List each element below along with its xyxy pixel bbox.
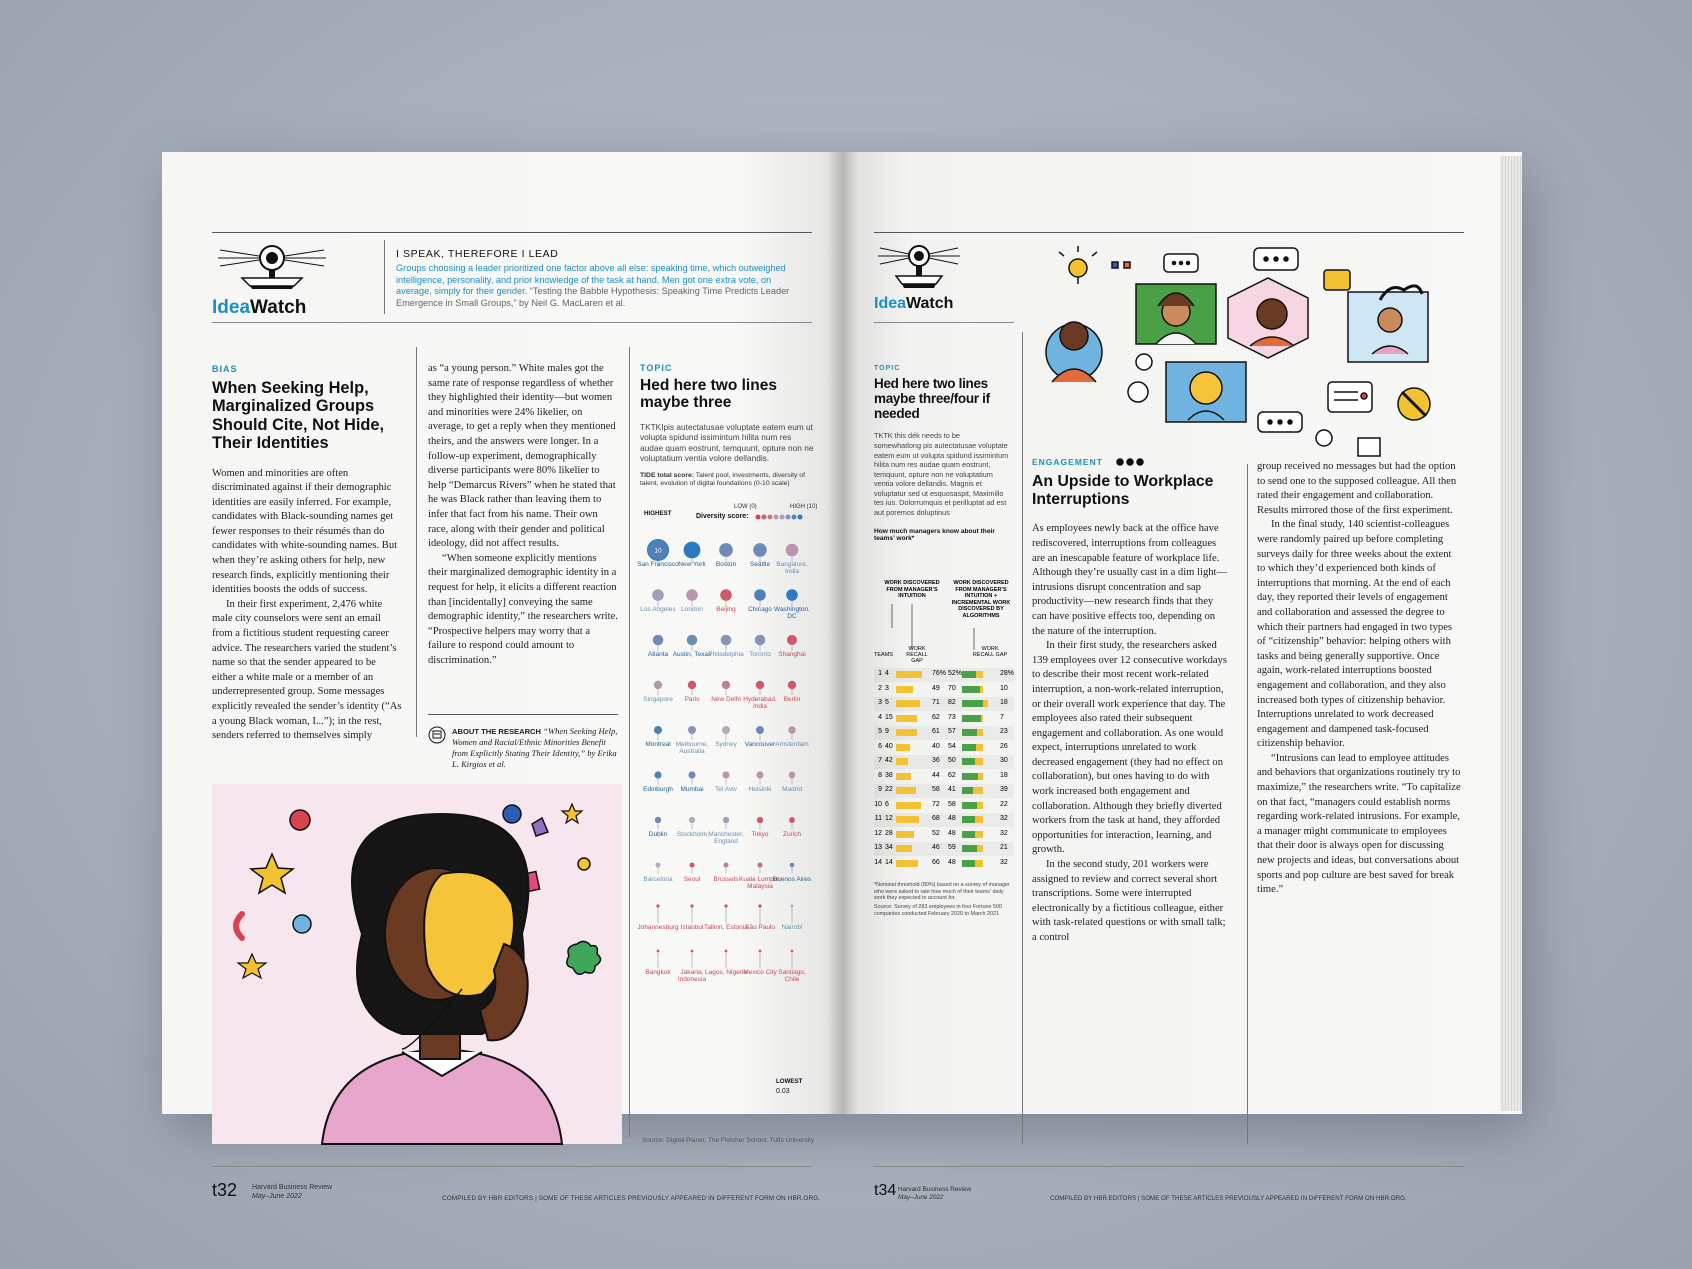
pct-b: 58 <box>948 800 956 808</box>
pct-b: 50 <box>948 757 956 764</box>
team-count: 6 <box>885 800 889 808</box>
city-label: Kuala Lumpur, Malaysia <box>739 876 781 890</box>
team-number: 14 <box>874 858 882 866</box>
bias-paragraph: In their first experiment, 2,476 white male city counselors were sent an email from a fictitious student requesting career advice. The researchers varied the student’s name so that the sender appeared to be either a white male or a member of an underrepresented group. Some messages explicitly revealed the sender’s identity (“As a young Black woman, I...”); in the rest, senders referred to themselves simply <box>212 598 402 742</box>
gap-b: 7 <box>1000 713 1004 721</box>
pct-a: 68 <box>932 815 940 822</box>
table-footnote: *Nominal threshold (80%) based on a survey of manager who were asked to rate how much of their teams’ daily work they expected to account for. <box>874 882 1010 902</box>
pct-b: 48 <box>948 829 956 837</box>
city-label: Tokyo <box>751 831 769 838</box>
bar-b <box>962 860 975 867</box>
engagement-article-col1 <box>1032 457 1228 946</box>
header-block <box>396 248 796 309</box>
bar-a <box>896 831 914 838</box>
bar-b-gap <box>981 715 983 722</box>
bar-a <box>896 816 919 823</box>
about-label: ABOUT THE RESEARCH <box>452 727 542 736</box>
engagement-paragraph: “Intrusions can lead to employee attitudes and behaviors that organizations routinely try to maximize,” the researchers write. “To capitalize on that fact, “managers could establish norms regarding work-related intrusions. For example, a manager might communicate to employees that their door is always open for discussing new projects and ideas, but conversations about sports and pop culture are best saved for break time.” <box>1257 752 1461 896</box>
bar-a <box>896 860 918 867</box>
table-row <box>874 857 1014 871</box>
city-label: Beijing <box>716 606 736 613</box>
pct-a: 46 <box>932 844 940 851</box>
bar-a <box>896 700 920 707</box>
table-row <box>874 712 1014 726</box>
chart-title: Talent pool, investments, diversity of talent, evolution of digital foundations (0-10 scale) <box>640 471 805 488</box>
pct-a: 72 <box>932 800 940 808</box>
bias-paragraph: as “a young person.” White males got the same rate of response regardless of whether they highlighted their identity—but women and minorities were 24% likelier, on average, to get a reply when they mentioned theirs, and the answers were longer. In a follow-up experiment, demographically diverse participants were 80% likelier to help “Demarcus Rivers” when he stated that he was Black rather than leaving them to infer that fact from his name. Their own race, along with their gender and political ideology, did not affect results. <box>428 363 616 550</box>
gap-b: 26 <box>1000 742 1008 750</box>
chart-source: Source: Digital Planet, The Fletcher School, Tufts University <box>642 1137 815 1144</box>
bar-b <box>962 686 980 693</box>
gap-b: 39 <box>1000 786 1008 793</box>
bar-b-gap <box>975 758 983 765</box>
table-row <box>874 741 1014 755</box>
bar-b <box>962 802 977 809</box>
lowest-value: 0.03 <box>776 1088 790 1095</box>
pct-a: 36 <box>932 757 940 764</box>
city-label: Santiago, Chile <box>778 969 806 983</box>
engagement-article-col2 <box>1257 460 1462 898</box>
woman-with-mask-illustration <box>212 784 622 1144</box>
col-a-head: WORK DISCOVERED FROM MANAGER’S INTUITION <box>884 580 940 599</box>
city-labels <box>637 504 820 1134</box>
topic-dek: TKTKIpis autectatusae voluptate eatem eum ut volupta spidund issimintum hilita num res audae quam eostrunt, temquunt, opture non ne voluptatium ventia volore dellandis. <box>640 421 814 464</box>
topic-kicker: TOPIC <box>874 365 901 372</box>
city-label: New York <box>678 561 706 568</box>
team-count: 34 <box>885 844 893 851</box>
engagement-paragraph: In their first study, the researchers asked 139 employees over 12 consecutive workdays to describe their most recent work-related interruption, a non-work-related interruption, or their overall work experience that day. The employees also rated their subsequent engagement and collaboration. As one would expect, interruptions unrelated to work decreased engagement (they had no effect on collaboration), but ones having to do with work increased both engagement and collaboration. Although they briefly diverted workers from the task at hand, they afforded opportunities for interaction, learning, and growth. <box>1032 640 1228 856</box>
recall-table <box>874 580 1014 1020</box>
logo-watch: Watch <box>250 297 307 318</box>
city-label: Shanghai <box>778 651 806 658</box>
city-label: Bangkok <box>645 969 671 976</box>
team-count: 9 <box>885 728 889 735</box>
megaphone-stage-icon <box>874 244 964 290</box>
topic-block <box>640 363 815 489</box>
header-bottom-rule <box>212 322 812 323</box>
gap-b: 21 <box>1000 844 1008 851</box>
bar-b <box>962 729 977 736</box>
city-label: Seattle <box>749 561 771 568</box>
issue-date: May–June 2022 <box>898 1194 944 1201</box>
city-label: Madrid <box>782 786 802 793</box>
bar-a <box>896 671 922 678</box>
pct-b: 73 <box>948 713 956 721</box>
bar-b-gap <box>978 773 983 780</box>
bar-b <box>962 700 983 707</box>
document-icon <box>428 726 446 744</box>
bias-paragraph: Women and minorities are often discriminated against if their demographic identities are easily inferred. For example, candidates with Black-sounding names get fewer responses to their résumés than do candidates with white-sounding names. But when they’re asking others for help, new research finds, explicitly mentioning their identities boosts the odds of success. <box>212 467 398 596</box>
city-label: Stockholm <box>676 831 708 838</box>
bar-a <box>896 758 908 765</box>
city-label: Mexico City <box>743 969 777 976</box>
team-count: 12 <box>885 815 893 822</box>
ideawatch-logo <box>874 244 974 313</box>
pct-b: 59 <box>948 844 956 851</box>
team-number: 6 <box>878 742 882 750</box>
pct-a: 76% <box>932 670 947 677</box>
bias-headline: When Seeking Help, Marginalized Groups Should Cite, Not Hide, Their Identities <box>212 379 385 453</box>
footer-rule <box>212 1166 812 1167</box>
pct-a: 44 <box>932 771 940 779</box>
team-number: 7 <box>878 757 882 764</box>
magazine-name: Harvard Business Review <box>252 1184 333 1191</box>
header-citation: “Testing the Babble Hypothesis: Speaking Time Predicts Leader Emergence in Small Groups,” by Neil G. MacLaren et al. <box>396 286 790 308</box>
bar-b <box>962 773 978 780</box>
pct-b: 62 <box>948 771 956 779</box>
city-label: Toronto <box>749 651 771 658</box>
header-divider <box>384 240 385 314</box>
city-label: Boston <box>715 561 737 568</box>
team-count: 14 <box>885 858 893 866</box>
table-row <box>874 683 1014 697</box>
pct-b: 48 <box>948 858 956 866</box>
bar-b-gap <box>983 700 988 707</box>
right-page <box>842 152 1522 1202</box>
city-label: Berlin <box>783 696 801 703</box>
pct-b: 70 <box>948 684 956 692</box>
page-number: t34 <box>874 1182 897 1199</box>
bar-a <box>896 845 912 852</box>
col-divider <box>629 347 630 1137</box>
logo-watch: Watch <box>906 295 954 312</box>
city-label: Istanbul <box>680 924 704 931</box>
engagement-paragraph: group received no messages but had the option to send one to the supposed colleague. All then rated their engagement and collaboration. Results mirrored those of the first experiment. <box>1257 461 1457 516</box>
city-label: Los Angeles <box>640 606 676 613</box>
city-label: Nairobi <box>781 924 803 931</box>
team-number: 9 <box>878 786 882 793</box>
bar-a <box>896 744 910 751</box>
tide-chart <box>637 504 820 1134</box>
team-number: 1 <box>878 670 882 677</box>
bias-article-col1 <box>212 364 402 744</box>
team-number: 4 <box>878 713 882 721</box>
team-number: 3 <box>878 699 882 706</box>
table-title: How much managers know about their teams’ work* <box>874 527 995 542</box>
bar-b <box>962 671 976 678</box>
team-count: 28 <box>885 829 893 837</box>
teams-label: TEAMS <box>874 652 893 658</box>
engagement-paragraph: In the final study, 140 scientist-colleagues were randomly paired up before completing surveys daily for three weeks about the extent to which they’d experienced both kinds of interruptions that morning. At the end of each day, they reported their levels of engagement and collaboration and assessed the degree to which their partners had engaged in two types of “citizenship” behavior: helping others with tasks and being generally supportive. Once again, work-related interruptions boosted engagement and collaboration, and they also increased both types of citizenship behavior. Interruptions unrelated to work decreased engagement and dampened task-focused citizenship behavior. <box>1257 519 1453 750</box>
bar-b-gap <box>975 860 983 867</box>
gap-b: 18 <box>1000 771 1008 779</box>
pct-a: 66 <box>932 858 940 866</box>
city-label: Tel Aviv <box>715 786 737 793</box>
bar-b-gap <box>980 686 983 693</box>
team-count: 38 <box>885 771 893 779</box>
magazine-name: Harvard Business Review <box>898 1186 972 1193</box>
header-bottom-rule <box>874 322 1014 323</box>
city-label: Helsinki <box>748 786 772 793</box>
bar-a <box>896 686 913 693</box>
city-label: Philadelphia <box>708 651 744 658</box>
city-label: Austin, Texas <box>672 651 712 658</box>
pct-b: 57 <box>948 728 956 735</box>
table-row <box>874 755 1014 769</box>
chart-title-bold: TIDE total score: <box>640 471 695 479</box>
city-label: Hyderabad, India <box>743 696 777 710</box>
table-connectors <box>874 580 1014 670</box>
about-text: “When Seeking Help, Women and Racial/Ethnic Minorities Benefit from Explicitly Stating Their Identity,” by Erika L. Kirgios et al. <box>452 726 618 769</box>
team-number: 8 <box>878 771 882 779</box>
high-label: HIGH (10) <box>790 504 818 510</box>
city-label: Melbourne, Australia <box>675 741 709 755</box>
team-count: 40 <box>885 742 893 750</box>
bar-b <box>962 816 975 823</box>
col-divider <box>1022 332 1023 1144</box>
city-label: Paris <box>684 696 700 703</box>
engagement-paragraph: As employees newly back at the office have rediscovered, interruptions from colleagues are an inescapable feature of workplace life. Although they’re usually cast in a dim light—intrusions disrupt concentration and sap productivity—new research finds that they can have positive effects too, depending on the nature of the interruption. <box>1032 523 1228 637</box>
bias-paragraph: “When someone explicitly mentions their marginalized demographic identity in a request for help, it elicits a different reaction than [incidentally] conveying the same demographic identity,” the researchers write. “Prospective helpers may worry that a failure to respond could amount to discrimination.” <box>428 552 618 666</box>
city-label: Barcelona <box>643 876 673 883</box>
gap-b: 32 <box>1000 815 1008 822</box>
gap-b: 28% <box>1000 670 1015 677</box>
table-row <box>874 813 1014 827</box>
gap-b: 22 <box>1000 800 1008 808</box>
team-number: 5 <box>878 728 882 735</box>
table-row <box>874 784 1014 798</box>
bar-b <box>962 758 975 765</box>
bar-b <box>962 715 981 722</box>
topic-headline: Hed here two lines maybe three/four if needed <box>874 376 990 422</box>
ideawatch-logo <box>212 244 342 318</box>
page-edges <box>1500 156 1522 1111</box>
pct-a: 61 <box>932 728 940 735</box>
city-label: Seoul <box>683 876 701 883</box>
team-number: 13 <box>874 844 882 851</box>
city-label: Jakarta, Indonesia <box>677 969 707 983</box>
top-value-label: 10 <box>654 547 662 555</box>
page-number: t32 <box>212 1180 238 1200</box>
team-count: 22 <box>885 786 893 793</box>
gap-b: 32 <box>1000 829 1008 837</box>
city-label: Atlanta <box>647 651 669 658</box>
team-count: 4 <box>885 670 889 677</box>
engagement-kicker: ENGAGEMENT <box>1032 457 1103 467</box>
city-label: San Francisco <box>637 561 679 568</box>
megaphone-stage-icon <box>212 244 332 290</box>
compiled-note: COMPILED BY HBR EDITORS | SOME OF THESE ARTICLES PREVIOUSLY APPEARED IN DIFFERENT FORM ON HBR.ORG. <box>1050 1195 1407 1202</box>
topic-block <box>874 365 1009 542</box>
table-row <box>874 828 1014 842</box>
city-label: Johannesburg <box>637 924 679 931</box>
city-label: Chicago <box>748 606 772 613</box>
topic-headline: Hed here two lines maybe three <box>640 377 777 412</box>
team-number: 10 <box>874 800 882 808</box>
table-row <box>874 726 1014 740</box>
table-row <box>874 799 1014 813</box>
city-label: Washington, DC <box>774 606 810 620</box>
pct-a: 52 <box>932 829 940 837</box>
city-label: New Delhi <box>711 696 741 703</box>
topic-kicker: TOPIC <box>640 363 673 373</box>
col-b-head: WORK DISCOVERED FROM MANAGER’S INTUITION + INCREMENTAL WORK DISCOVERED BY ALGORITHMS <box>951 580 1011 619</box>
issue-date: May–June 2022 <box>252 1193 302 1200</box>
gap-b: 18 <box>1000 699 1008 706</box>
pct-a: 58 <box>932 786 940 793</box>
city-label: São Paulo <box>745 924 775 931</box>
city-label: Montreal <box>645 741 671 748</box>
gap-a-label: WORK RECALL GAP <box>906 646 928 664</box>
city-label: Zurich <box>782 831 802 838</box>
city-label: Sydney <box>715 741 737 748</box>
lowest-label: LOWEST <box>776 1078 803 1085</box>
pct-b: 54 <box>948 742 956 750</box>
team-number: 2 <box>878 684 882 692</box>
bias-article-col2 <box>428 362 618 769</box>
col-divider <box>416 347 417 737</box>
pct-b: 48 <box>948 815 956 822</box>
table-source: Source: Survey of 283 employees in four Fortune 500 companies conducted February 2020 to March 2021 <box>874 904 1002 917</box>
bar-b-gap <box>976 671 983 678</box>
left-page <box>162 152 842 1202</box>
city-label: Mumbai <box>680 786 704 793</box>
about-rule <box>428 714 618 715</box>
team-count: 42 <box>885 757 893 764</box>
bar-a <box>896 787 916 794</box>
table-row <box>874 770 1014 784</box>
bias-kicker: BIAS <box>212 364 238 374</box>
logo-idea: Idea <box>874 295 907 312</box>
pct-b: 41 <box>948 786 956 793</box>
bar-b-gap <box>977 729 983 736</box>
city-label: Buenos Aires <box>772 876 812 883</box>
city-label: Singapore <box>643 696 673 703</box>
col-divider <box>1247 464 1248 1144</box>
table-row <box>874 668 1014 682</box>
bar-b <box>962 744 976 751</box>
team-number: 12 <box>874 829 882 837</box>
table-row <box>874 697 1014 711</box>
bar-b-gap <box>977 845 983 852</box>
pct-a: 62 <box>932 713 940 721</box>
engagement-paragraph: In the second study, 201 workers were assigned to review and correct several short transcriptions. Some were interrupted electronically by a fictitious colleague, either with task-related questions or with small talk; a control <box>1032 859 1226 943</box>
pct-a: 49 <box>932 684 940 692</box>
illustration-woman-mask <box>212 784 622 1144</box>
city-label: Edinburgh <box>643 786 673 793</box>
gap-b: 10 <box>1000 684 1008 692</box>
bar-a <box>896 715 917 722</box>
city-label: Manchester, England <box>708 831 744 845</box>
header-highlight: Groups choosing a leader prioritized one factor above all else: speaking time, which outweighed intelligence, personality, and prior knowledge of the task at hand. Men got one extra vote, on average, simply for their gender. <box>396 263 786 296</box>
logo-idea: Idea <box>212 297 251 318</box>
gap-b-label: WORK RECALL GAP <box>972 646 1008 658</box>
pct-a: 40 <box>932 742 940 750</box>
topic-dek: TKTK this dék needs to be somewhatlong pis autectatusae voluptate eatem eum ut volupta spidund issimintum hilita num res audae quam eostrunt, temquunt, opture non ne voluptatium ventia volore dellandis. Magnis et voluptatur sed ut esquosaspit, Maximillo tes ius. Dolorrumquis et perilluptat ad est aut poremos doluptinus <box>874 431 1009 518</box>
team-count: 15 <box>885 713 893 721</box>
gap-b: 23 <box>1000 728 1008 735</box>
bar-b <box>962 787 973 794</box>
city-label: Brussels <box>713 876 739 883</box>
gap-b: 30 <box>1000 757 1008 764</box>
bar-b-gap <box>976 744 983 751</box>
bar-b <box>962 845 977 852</box>
about-research <box>428 726 618 770</box>
city-label: Vancouver <box>744 741 776 748</box>
diversity-label: Diversity score: <box>696 513 749 520</box>
team-count: 3 <box>885 684 889 692</box>
city-label: Lagos, Nigeria <box>705 969 747 976</box>
low-label: LOW (0) <box>734 504 757 510</box>
bar-a <box>896 802 921 809</box>
bar-a <box>896 729 917 736</box>
bar-b-gap <box>975 831 983 838</box>
bar-a <box>896 773 911 780</box>
city-label: Amsterdam <box>775 741 809 748</box>
top-rule <box>212 232 812 233</box>
team-number: 11 <box>874 815 882 822</box>
bar-b <box>962 831 975 838</box>
pct-a: 71 <box>932 699 940 706</box>
pct-b: 52% <box>948 670 963 677</box>
city-label: Dublin <box>648 831 668 838</box>
city-label: Tallinn, Estonia <box>704 924 748 931</box>
city-label: London <box>681 606 703 613</box>
top-rule <box>874 232 1464 233</box>
bar-b-gap <box>973 787 983 794</box>
pct-b: 82 <box>948 699 956 706</box>
bar-b-gap <box>977 802 983 809</box>
engagement-headline: An Upside to Workplace Interruptions <box>1032 473 1214 508</box>
spine-gutter <box>826 152 858 1114</box>
footer-rule <box>874 1166 1464 1167</box>
bar-b-gap <box>975 816 983 823</box>
team-count: 5 <box>885 699 889 706</box>
table-row <box>874 842 1014 856</box>
compiled-note: COMPILED BY HBR EDITORS | SOME OF THESE ARTICLES PREVIOUSLY APPEARED IN DIFFERENT FORM ON HBR.ORG. <box>442 1195 821 1202</box>
highest-label: HIGHEST <box>644 510 672 517</box>
gap-b: 32 <box>1000 858 1008 866</box>
city-label: Bangalore, India <box>776 561 808 575</box>
header-title: I SPEAK, THEREFORE I LEAD <box>396 248 559 260</box>
